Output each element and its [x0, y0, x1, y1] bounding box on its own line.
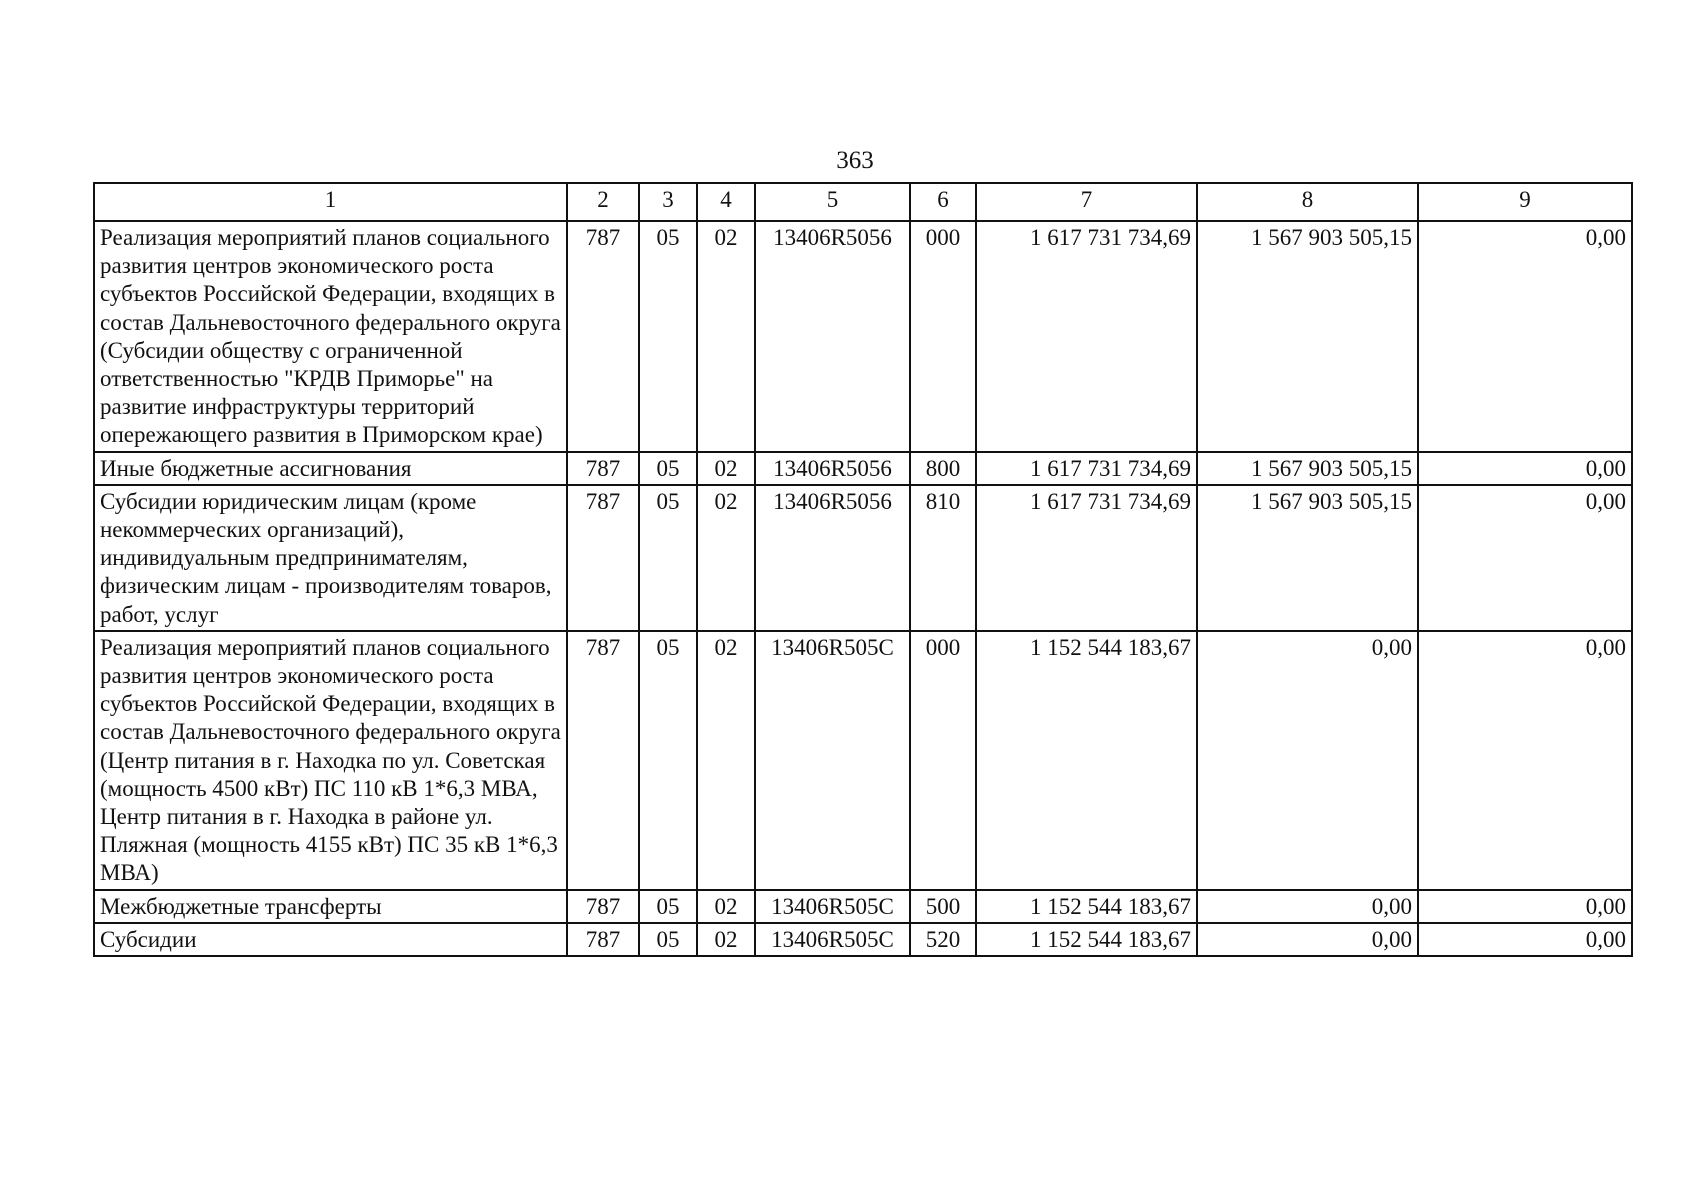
column-header: 8: [1197, 183, 1418, 221]
column-header: 5: [755, 183, 910, 221]
cell-amount-7: 1 152 544 183,67: [976, 890, 1197, 923]
cell-subsection: 02: [697, 631, 755, 890]
cell-amount-8: 1 567 903 505,15: [1197, 485, 1418, 631]
cell-amount-7: 1 617 731 734,69: [976, 452, 1197, 485]
cell-section: 05: [639, 890, 697, 923]
cell-amount-8: 0,00: [1197, 890, 1418, 923]
cell-section: 05: [639, 631, 697, 890]
column-header: 1: [94, 183, 567, 221]
cell-ministry-code: 787: [567, 923, 639, 956]
table-row: [94, 485, 1632, 631]
cell-amount-8: 0,00: [1197, 923, 1418, 956]
cell-expense-type: 500: [910, 890, 976, 923]
table-row: [94, 452, 1632, 485]
column-number-row: [94, 183, 1632, 221]
cell-expense-type: 000: [910, 631, 976, 890]
cell-ministry-code: 787: [567, 221, 639, 452]
budget-table: [93, 182, 1633, 957]
cell-section: 05: [639, 923, 697, 956]
cell-amount-7: 1 152 544 183,67: [976, 923, 1197, 956]
cell-ministry-code: 787: [567, 485, 639, 631]
cell-target-article: 13406R5056: [755, 221, 910, 452]
cell-section: 05: [639, 452, 697, 485]
column-header: 2: [567, 183, 639, 221]
table-row: [94, 890, 1632, 923]
cell-section: 05: [639, 221, 697, 452]
cell-subsection: 02: [697, 890, 755, 923]
column-header: 3: [639, 183, 697, 221]
cell-amount-9: 0,00: [1418, 890, 1632, 923]
cell-expense-type: 800: [910, 452, 976, 485]
row-name: Межбюджетные трансферты: [94, 890, 567, 923]
cell-target-article: 13406R5056: [755, 452, 910, 485]
row-name: Реализация мероприятий планов социального развития центров экономического роста субъектов Российской Федерации, входящих в состав Дальневосточного федерального округа (Субсидии обществу с ограниченной ответственностью "КРДВ Приморье" на развитие инфраструктуры территорий опережающего развития в Приморском крае): [94, 221, 567, 452]
cell-amount-8: 0,00: [1197, 631, 1418, 890]
cell-expense-type: 810: [910, 485, 976, 631]
cell-subsection: 02: [697, 221, 755, 452]
cell-ministry-code: 787: [567, 631, 639, 890]
column-header: 4: [697, 183, 755, 221]
row-name: Субсидии юридическим лицам (кроме некоммерческих организаций), индивидуальным предпринимателям, физическим лицам - производителям товаров, работ, услуг: [94, 485, 567, 631]
cell-expense-type: 520: [910, 923, 976, 956]
cell-amount-7: 1 152 544 183,67: [976, 631, 1197, 890]
cell-target-article: 13406R505C: [755, 631, 910, 890]
cell-ministry-code: 787: [567, 452, 639, 485]
table-row: [94, 221, 1632, 452]
cell-target-article: 13406R505C: [755, 923, 910, 956]
row-name: Иные бюджетные ассигнования: [94, 452, 567, 485]
cell-target-article: 13406R5056: [755, 485, 910, 631]
cell-amount-9: 0,00: [1418, 221, 1632, 452]
cell-amount-7: 1 617 731 734,69: [976, 485, 1197, 631]
cell-amount-8: 1 567 903 505,15: [1197, 452, 1418, 485]
cell-amount-8: 1 567 903 505,15: [1197, 221, 1418, 452]
column-header: 6: [910, 183, 976, 221]
cell-subsection: 02: [697, 923, 755, 956]
cell-amount-9: 0,00: [1418, 485, 1632, 631]
cell-expense-type: 000: [910, 221, 976, 452]
table-row: [94, 631, 1632, 890]
row-name: Субсидии: [94, 923, 567, 956]
cell-subsection: 02: [697, 485, 755, 631]
cell-ministry-code: 787: [567, 890, 639, 923]
cell-target-article: 13406R505C: [755, 890, 910, 923]
table-row: [94, 923, 1632, 956]
column-header: 9: [1418, 183, 1632, 221]
column-header: 7: [976, 183, 1197, 221]
cell-amount-9: 0,00: [1418, 452, 1632, 485]
row-name: Реализация мероприятий планов социального развития центров экономического роста субъектов Российской Федерации, входящих в состав Дальневосточного федерального округа (Центр питания в г. Находка по ул. Советская (мощность 4500 кВт) ПС 110 кВ 1*6,3 МВА, Центр питания в г. Находка в районе ул. Пляжная (мощность 4155 кВт) ПС 35 кВ 1*6,3 МВА): [94, 631, 567, 890]
cell-subsection: 02: [697, 452, 755, 485]
cell-section: 05: [639, 485, 697, 631]
cell-amount-9: 0,00: [1418, 631, 1632, 890]
cell-amount-9: 0,00: [1418, 923, 1632, 956]
cell-amount-7: 1 617 731 734,69: [976, 221, 1197, 452]
page-number: 363: [836, 147, 874, 174]
